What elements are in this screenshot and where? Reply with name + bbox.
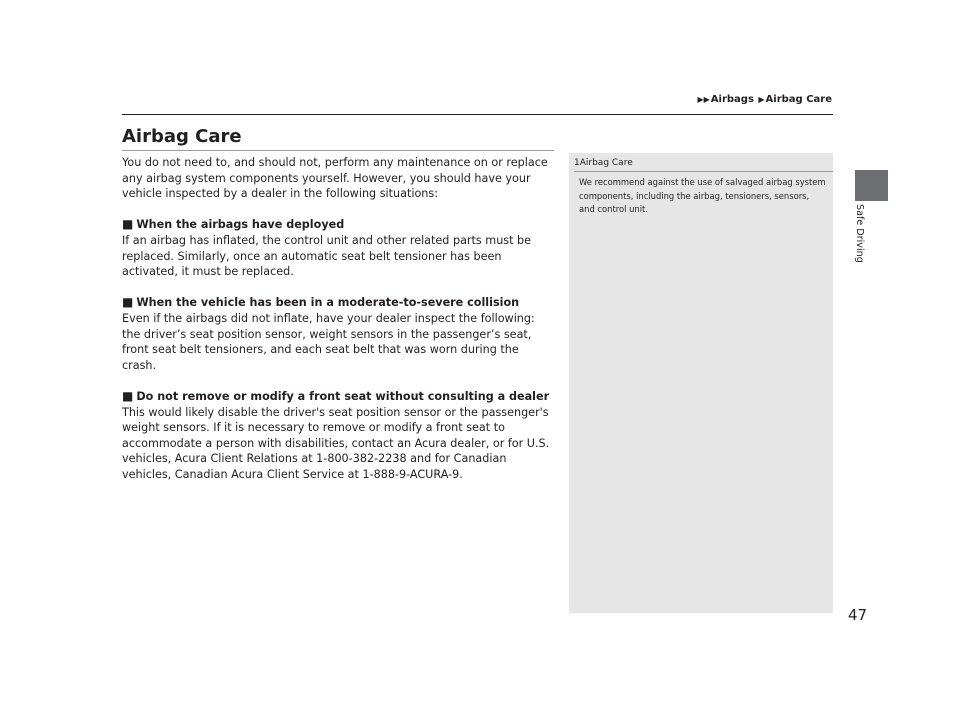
section-heading-text: When the airbags have deployed xyxy=(136,218,345,232)
note-ref-number: 1 xyxy=(574,158,580,168)
breadcrumb-item-airbag-care[interactable]: Airbag Care xyxy=(765,94,832,105)
section-heading xyxy=(122,217,554,233)
spacer xyxy=(122,280,554,296)
breadcrumb-arrow-icon: ▶ xyxy=(758,95,765,104)
sidebar-note xyxy=(569,153,833,613)
note-divider xyxy=(574,171,833,172)
section-body: This would likely disable the driver's seat position sensor or the passenger's weight sensors. If it is necessary to remove or modify a front seat to accommodate a person with disabilities, contact an Acura dealer, or for U.S. vehicles, Acura Client Relations at 1-800-382-2238 and for Canadian vehicles, Canadian Acura Client Service at 1-888-9-ACURA-9. xyxy=(122,405,550,481)
page-number: 47 xyxy=(848,606,868,624)
intro-paragraph: You do not need to, and should not, perform any maintenance on or replace any airbag system components yourself. However, you should have your vehicle inspected by a dealer in the following situations: xyxy=(122,156,548,201)
breadcrumb-item-airbags[interactable]: Airbags xyxy=(710,94,754,105)
section-body: If an airbag has inflated, the control unit and other related parts must be replaced. Similarly, once an automatic seat belt tensioner has been activated, it must be replaced. xyxy=(122,233,532,279)
section-heading-text: When the vehicle has been in a moderate-to-severe collision xyxy=(136,296,520,310)
chapter-label: Safe Driving xyxy=(854,204,865,263)
header-divider xyxy=(122,114,833,115)
breadcrumb xyxy=(696,94,832,105)
square-bullet-icon: ■ xyxy=(122,295,134,310)
main-content xyxy=(122,155,554,482)
spacer xyxy=(122,202,554,218)
note-body: We recommend against the use of salvaged airbag system components, including the airbag, tensioners, sensors, and control unit. xyxy=(579,177,826,214)
note-title: Airbag Care xyxy=(579,158,633,168)
title-divider xyxy=(122,150,554,151)
square-bullet-icon: ■ xyxy=(122,388,134,403)
spacer xyxy=(122,373,554,389)
note-heading xyxy=(574,158,633,168)
section-heading xyxy=(122,389,554,405)
chapter-tab[interactable] xyxy=(855,170,888,201)
square-bullet-icon: ■ xyxy=(122,217,134,232)
page-title: Airbag Care xyxy=(122,126,242,147)
section-heading-text: Do not remove or modify a front seat without consulting a dealer xyxy=(136,389,550,403)
breadcrumb-arrow-icon: ▶▶ xyxy=(697,95,710,104)
section-heading xyxy=(122,295,554,311)
section-body: Even if the airbags did not inflate, have your dealer inspect the following: the driver’s seat position sensor, weight sensors in the passenger’s seat, front seat belt tensioners, and each seat belt that was worn during the crash. xyxy=(122,311,535,372)
